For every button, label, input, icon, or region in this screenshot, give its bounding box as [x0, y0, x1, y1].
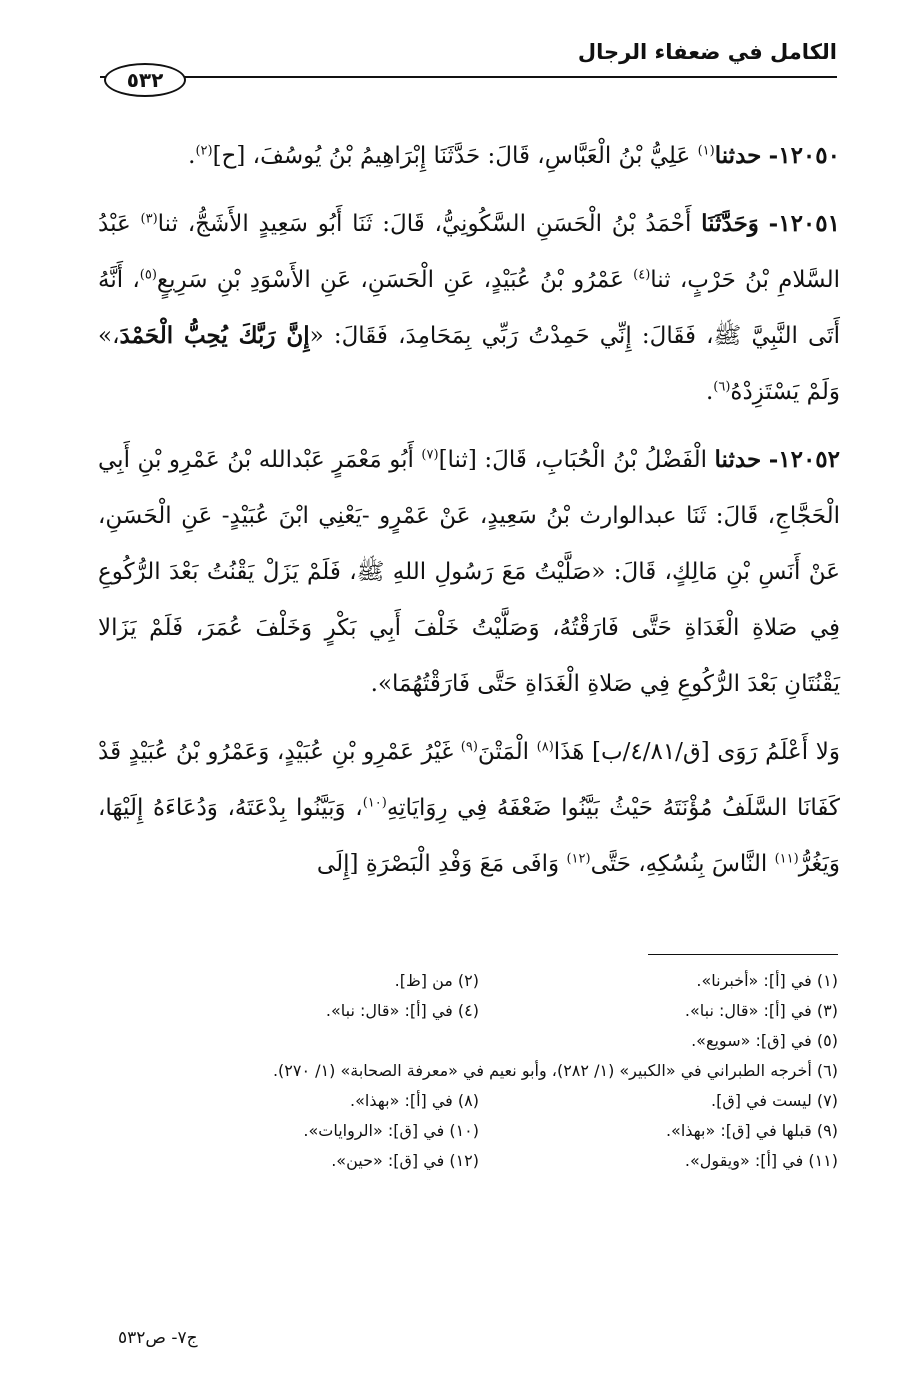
footnote: (١٢) في [ق]: «حين».: [331, 1151, 479, 1170]
footnote-row: [120, 966, 838, 996]
footnote-marker: (٩): [460, 739, 478, 755]
footnote: (١) في [أ]: «أخبرنا».: [696, 971, 838, 990]
hadith-12052: ١٢٠٥٢- حدثنا الْفَضْلُ بْنُ الْحُبَابِ، قَالَ: [ثنا]$^{(٧)}$ أَبُو مَعْمَرٍ عَبْدالله بْنُ عَمْرِو بْنِ أَبِي الْحَجَّاجِ، قَالَ: ثَنَا عبدالوارث بْنُ سَعِيدٍ، عَنْ عَمْرٍو -يَعْنِي ابْنَ عُبَيْدٍ- عَنِ الْحَسَنِ، عَنْ أَنَسِ بْنِ مَالِكٍ، قَالَ: «صَلَّيْتُ مَعَ رَسُولِ اللهِ ﷺ، فَلَمْ يَزَلْ يَقْنُتُ بَعْدَ الرُّكُوعِ فِي صَلاةِ الْغَدَاةِ حَتَّى فَارَقْتُهُ، وَصَلَّيْتُ خَلْفَ أَبِي بَكْرٍ وَخَلْفَ عُمَرَ، فَلَمْ يَزَالا يَقْنُتَانِ بَعْدَ الرُّكُوعِ فِي صَلاةِ الْغَدَاةِ حَتَّى فَارَقْتُهُمَا».: [98, 446, 841, 697]
footnote-row: [120, 996, 838, 1026]
book-title: الكامل في ضعفاء الرجال: [577, 40, 837, 64]
footnote: (٢) من [ظ].: [394, 971, 479, 990]
footnote-row: [120, 1056, 838, 1086]
page-header: [100, 38, 837, 78]
footnote-marker: (٧): [421, 447, 439, 463]
footnote: (١١) في [أ]: «ويقول».: [684, 1151, 838, 1170]
footnote-marker: (١٢): [566, 851, 591, 867]
footnote-marker: (١): [697, 143, 715, 159]
footnote: (١٠) في [ق]: «الروايات».: [303, 1121, 479, 1140]
commentary-paragraph: وَلا أَعْلَمُ رَوَى [ق/٤/٨١/ب] هَذَا$^{(٨)}$ الْمَتْنَ$^{(٩)}$ غَيْرُ عَمْرِو بْنِ عُبَيْدٍ، وَعَمْرُو بْنُ عُبَيْدٍ قَدْ كَفَانَا السَّلَفُ مُؤْنَتَهُ حَيْثُ بَيَّنُوا ضَعْفَهُ فِي رِوَايَاتِهِ$^{(١٠)}$، وَبَيَّنُوا بِدْعَتَهُ، وَدُعَاءَهُ إِلَيْهَا، وَيَغُرُّ$^{(١١)}$ النَّاسَ بِنُسُكِهِ، حَتَّى$^{(١٢)}$ وَافَى مَعَ وَفْدِ الْبَصْرَةِ [إِلَى: [98, 739, 840, 877]
footnote: (٨) في [أ]: «بهذا».: [350, 1091, 479, 1110]
main-text: [98, 128, 840, 904]
footnote: (٤) في [أ]: «قال: نبا».: [325, 1001, 479, 1020]
page-number: ٥٣٢: [104, 63, 186, 97]
footnotes: [120, 966, 838, 1176]
hadith-12051: ١٢٠٥١- وَحَدَّثَنَا أَحْمَدُ بْنُ الْحَسَنِ السَّكُونِيُّ، قَالَ: ثَنَا أَبُو سَعِيدٍ الأَشَجُّ، ثنا$^{(٣)}$ عَبْدُ السَّلامِ بْنُ حَرْبٍ، ثنا$^{(٤)}$ عَمْرُو بْنُ عُبَيْدٍ، عَنِ الْحَسَنِ، عَنِ الأَسْوَدِ بْنِ سَرِيعٍ$^{(٥)}$، أَنَّهُ أَتَى النَّبِيَّ ﷺ، فَقَالَ: إِنِّي حَمِدْتُ رَبِّي بِمَحَامِدَ، فَقَالَ: «إِنَّ رَبَّكَ يُحِبُّ الْحَمْدَ،» وَلَمْ يَسْتَزِدْهُ$^{(٦)}$.: [98, 210, 840, 405]
footnote-separator: [648, 954, 838, 955]
footnote-row: [120, 1026, 838, 1056]
footnote-marker: (٨): [536, 739, 554, 755]
footnote-row: [120, 1146, 838, 1176]
hadith-12050: ١٢٠٥٠- حدثنا$^{(١)}$ عَلِيُّ بْنُ الْعَبَّاسِ، قَالَ: حَدَّثَنَا إِبْرَاهِيمُ بْنُ يُوسُفَ، [ح]$^{(٢)}$.: [188, 142, 840, 169]
prophetic-saying: إِنَّ رَبَّكَ يُحِبُّ الْحَمْدَ: [119, 322, 310, 349]
footnote-marker: (٣): [140, 211, 158, 227]
footnote: (٩) قبلها في [ق]: «بهذا».: [665, 1121, 838, 1140]
footnote-marker: (٦): [713, 379, 731, 395]
footnote-row: [120, 1116, 838, 1146]
footnote-marker: (٥): [139, 267, 157, 283]
footnote-marker: (١١): [774, 851, 799, 867]
footnote-marker: (١٠): [362, 795, 387, 811]
footnote: (٦) أخرجه الطبراني في «الكبير» (١/ ٢٨٢)، وأبو نعيم في «معرفة الصحابة» (١/ ٢٧٠).: [272, 1061, 838, 1080]
volume-page-reference: ج٧- ص٥٣٢: [118, 1328, 198, 1348]
footnote-marker: (٤): [633, 267, 651, 283]
footnote: (٥) في [ق]: «سويع».: [691, 1031, 838, 1050]
footnote: (٧) ليست في [ق].: [711, 1091, 838, 1110]
footnote-row: [120, 1086, 838, 1116]
footnote-marker: (٢): [195, 143, 213, 159]
header-rule: [100, 76, 837, 78]
footnote: (٣) في [أ]: «قال: نبا».: [684, 1001, 838, 1020]
